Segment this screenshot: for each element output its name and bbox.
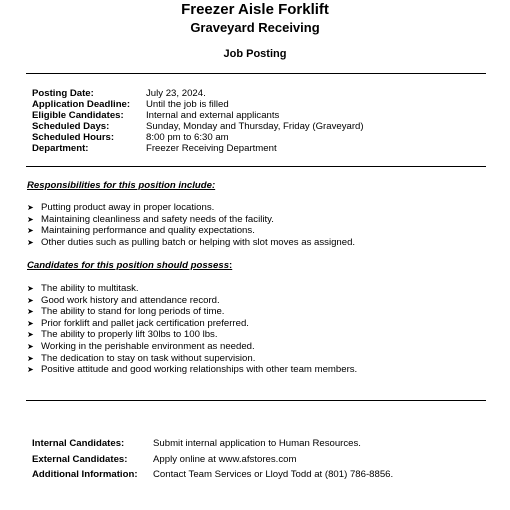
arrow-bullet-icon: ➤ [27, 318, 34, 328]
list-item: ➤ Other duties such as pulling batch or helping with slot moves as assigned. [27, 236, 356, 248]
list-item: ➤ Working in the perishable environment as needed. [27, 340, 255, 352]
detail-value: Sunday, Monday and Thursday, Friday (Graveyard) [146, 121, 364, 132]
list-item: ➤ Prior forklift and pallet jack certification preferred. [27, 317, 249, 329]
detail-row [32, 99, 364, 110]
posting-details [32, 88, 364, 154]
detail-row [32, 143, 364, 154]
detail-label: Scheduled Hours: [32, 132, 115, 143]
responsibilities-list [27, 202, 355, 248]
contact-label: Additional Information: [32, 469, 138, 480]
detail-value: Until the job is filled [146, 99, 229, 110]
contact-label: External Candidates: [32, 453, 128, 465]
list-item: ➤ The dedication to stay on task without supervision. [27, 352, 256, 364]
divider-top [26, 73, 486, 74]
detail-value: Freezer Receiving Department [146, 143, 277, 154]
list-item: ➤ Positive attitude and good working relationships with other team members. [27, 364, 358, 376]
detail-label: Department: [32, 143, 89, 154]
list-item: ➤ Putting product away in proper locations. [27, 202, 215, 213]
list-item: ➤ The ability to properly lift 30lbs to 100 lbs. [27, 329, 218, 341]
document-title: Freezer Aisle Forklift [181, 1, 329, 18]
arrow-bullet-icon: ➤ [27, 307, 34, 317]
detail-label: Eligible Candidates: [32, 110, 124, 121]
detail-label: Posting Date: [32, 88, 94, 99]
contact-value: Apply online at www.afstores.com [153, 453, 297, 465]
document-subtitle: Graveyard Receiving [190, 20, 320, 35]
detail-value: Internal and external applicants [146, 110, 280, 121]
application-info [32, 436, 393, 483]
arrow-bullet-icon: ➤ [27, 203, 34, 212]
contact-row [32, 467, 393, 483]
detail-row [32, 132, 364, 143]
qualifications-heading: Candidates for this position should possess: [27, 260, 233, 271]
arrow-bullet-icon: ➤ [27, 330, 34, 340]
list-item: ➤ Good work history and attendance record. [27, 294, 220, 306]
list-item: ➤ Maintaining performance and quality expectations. [27, 225, 255, 237]
divider-bottom [26, 400, 486, 401]
contact-row [32, 436, 393, 452]
arrow-bullet-icon: ➤ [27, 226, 34, 236]
detail-label: Scheduled Days: [32, 121, 110, 132]
arrow-bullet-icon: ➤ [27, 295, 34, 305]
detail-row [32, 88, 364, 99]
list-item: ➤ The ability to stand for long periods of time. [27, 306, 225, 318]
contact-value: Contact Team Services or Lloyd Todd at (801) 786-8856. [153, 469, 394, 480]
arrow-bullet-icon: ➤ [27, 365, 34, 375]
contact-row [32, 452, 393, 468]
detail-row [32, 110, 364, 121]
list-item: ➤ Maintaining cleanliness and safety needs of the facility. [27, 213, 274, 225]
contact-label: Internal Candidates: [32, 438, 125, 449]
detail-value: 8:00 pm to 6:30 am [146, 132, 229, 143]
detail-label: Application Deadline: [32, 99, 131, 110]
detail-value: July 23, 2024. [146, 88, 206, 99]
detail-row [32, 121, 364, 132]
arrow-bullet-icon: ➤ [27, 214, 34, 224]
qualifications-list [27, 283, 357, 376]
responsibilities-heading: Responsibilities for this position include: [27, 180, 216, 191]
arrow-bullet-icon: ➤ [27, 237, 34, 247]
arrow-bullet-icon: ➤ [27, 341, 34, 351]
arrow-bullet-icon: ➤ [27, 284, 34, 293]
divider-details [26, 166, 486, 167]
posting-heading: Job Posting [223, 48, 287, 60]
arrow-bullet-icon: ➤ [27, 353, 34, 363]
list-item: ➤ The ability to multitask. [27, 283, 139, 294]
contact-value: Submit internal application to Human Resources. [153, 438, 361, 449]
